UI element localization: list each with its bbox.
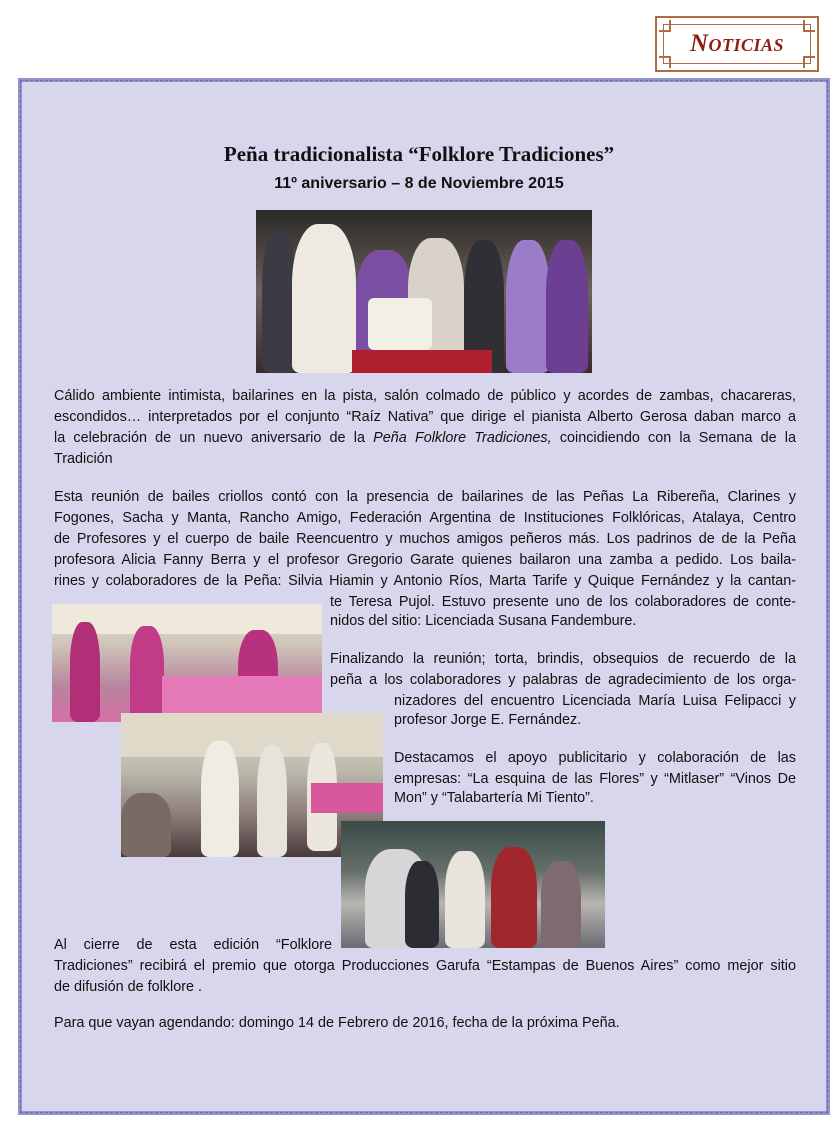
emphasis-text: Peña Folklore Tradiciones, — [373, 430, 552, 446]
paragraph-2-line-2: Fogones, Sacha y Manta, Rancho Amigo, Federación Argentina de Instituciones Folklóricas, Atalaya, Centro — [54, 510, 796, 526]
paragraph-3-line-4: profesor Jorge E. Fernández. — [394, 712, 582, 728]
paragraph-1-line-1: Cálido ambiente intimista, bailarines en la pista, salón colmado de público y acordes de zambas, chacareras, — [54, 388, 796, 404]
paragraph-4-line-1: Destacamos el apoyo publicitario y colaboración de las — [394, 750, 796, 766]
paragraph-2-line-6: te Teresa Pujol. Estuvo presente uno de los colaboradores de conte- — [330, 594, 796, 610]
paragraph-2-line-1: Esta reunión de bailes criollos contó con la presencia de bailarines de las Peñas La Ribereña, Clarines y — [54, 489, 796, 505]
paragraph-6: Para que vayan agendando: domingo 14 de Febrero de 2016, fecha de la próxima Peña. — [54, 1015, 620, 1031]
paragraph-1-line-2: escondidos… interpretados por el conjunto “Raíz Nativa” que dirige el pianista Alberto Gerosa daban marco a — [54, 409, 796, 425]
paragraph-1-line-4: Tradición — [54, 451, 113, 467]
section-badge — [655, 16, 819, 72]
paragraph-3-line-3: nizadores del encuentro Licenciada María Luisa Felipacci y — [394, 693, 796, 709]
paragraph-2-line-7: nidos del sitio: Licenciada Susana Fandembure. — [330, 613, 637, 629]
paragraph-5-line-3: de difusión de folklore . — [54, 979, 202, 995]
article-subtitle: 11º aniversario – 8 de Noviembre 2015 — [274, 175, 564, 192]
text-run: la celebración de un nuevo aniversario de la — [54, 430, 374, 446]
paragraph-5-line-1: Al cierre de esta edición “Folklore — [54, 937, 332, 953]
paragraph-3-line-2: peña a los colaboradores y palabras de agradecimiento de los orga- — [330, 672, 796, 688]
paragraph-5-line-2: Tradiciones” recibirá el premio que otorga Producciones Garufa “Estampas de Buenos Aires” como mejor sitio — [54, 958, 796, 974]
paragraph-2-line-3: de Profesores y el cuerpo de baile Reencuentro y muchos amigos peñeros más. Los padrinos de de la Peña — [54, 531, 796, 547]
dance-floor-photo — [341, 821, 605, 948]
dancers-photo — [52, 604, 322, 722]
paragraph-4-line-2: empresas: “La esquina de las Flores” y “Mitlaser” “Vinos De — [394, 771, 796, 787]
group-photo-cake — [256, 210, 592, 373]
paragraph-1-line-3 — [54, 428, 796, 449]
paragraph-2-line-5: rines y colaboradores de la Peña: Silvia Hiamin y Antonio Ríos, Marta Tarife y Quique Fernández y la cantan- — [54, 573, 796, 589]
section-label: Noticias — [689, 30, 785, 57]
article-title: Peña tradicionalista “Folklore Tradiciones” — [223, 142, 615, 166]
paragraph-3-line-1: Finalizando la reunión; torta, brindis, obsequios de recuerdo de la — [330, 651, 796, 667]
text-run: coincidiendo con la Semana de la — [551, 430, 796, 446]
paragraph-2-line-4: profesora Alicia Fanny Berra y el profesor Gregorio Garate quienes bailaron una zamba a pedido. Los baila- — [54, 552, 796, 568]
paragraph-4-line-3: Mon” y “Talabartería Mi Tiento”. — [394, 790, 594, 806]
